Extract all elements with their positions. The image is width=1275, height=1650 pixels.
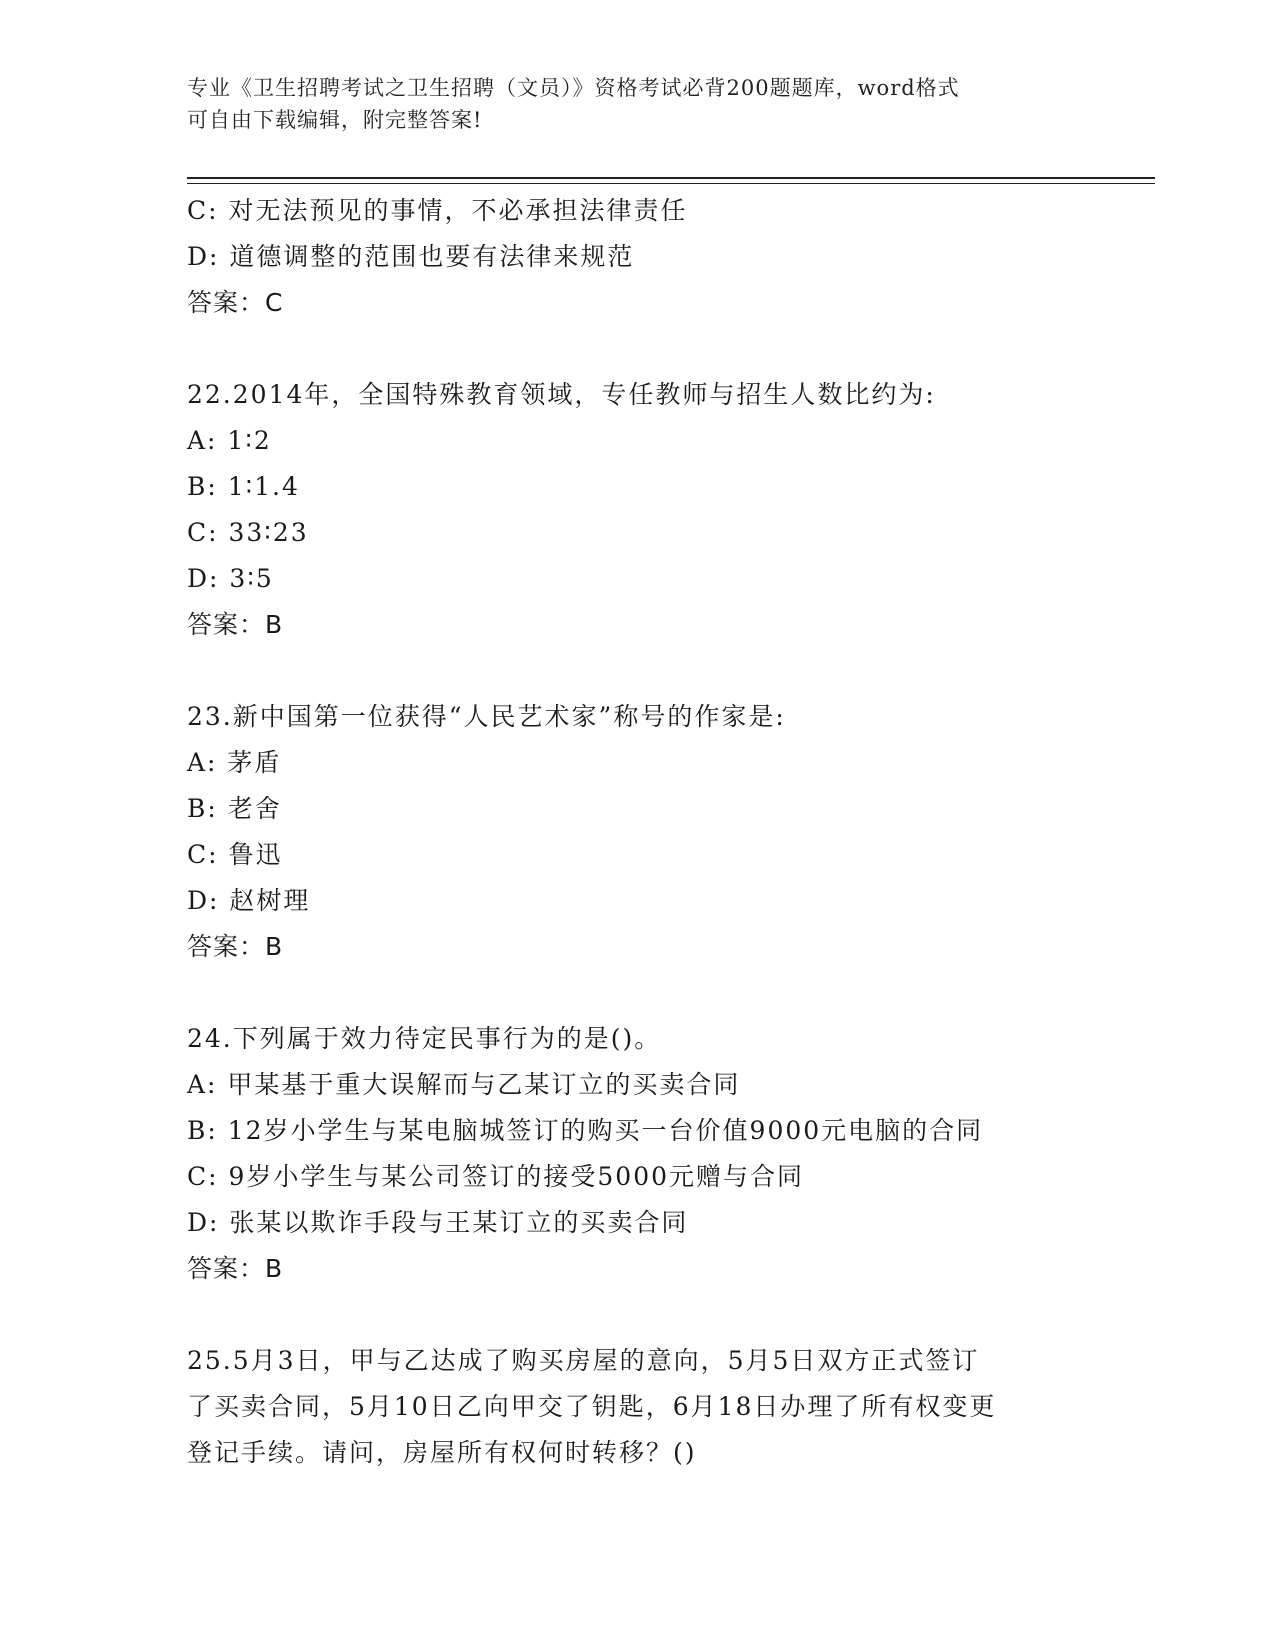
answer-line: 答案：B <box>187 932 284 961</box>
option-c: C: 33∶23 <box>187 518 309 547</box>
option-b: B: 1∶1.4 <box>187 472 300 501</box>
option-d: D: 张某以欺诈手段与王某订立的买卖合同 <box>187 1208 689 1237</box>
option-a: A: 甲某基于重大误解而与乙某订立的买卖合同 <box>187 1070 741 1099</box>
question-text-line-3: 登记手续。请问，房屋所有权何时转移？() <box>187 1438 697 1467</box>
option-c: C: 对无法预见的事情，不必承担法律责任 <box>187 196 688 225</box>
question-text-line-2: 了买卖合同，5月10日乙向甲交了钥匙，6月18日办理了所有权变更 <box>187 1392 997 1421</box>
spacer <box>187 1292 1087 1338</box>
option-d: D: 赵树理 <box>187 886 311 915</box>
header-divider-thick <box>187 177 1155 179</box>
header-divider-thin <box>187 183 1155 184</box>
question-text-line-1: 25.5月3日，甲与乙达成了购买房屋的意向，5月5日双方正式签订 <box>187 1346 980 1375</box>
question-23 <box>187 694 1087 970</box>
option-d: D: 3∶5 <box>187 564 274 593</box>
option-c: C: 9岁小学生与某公司签订的接受5000元赠与合同 <box>187 1162 805 1191</box>
option-d: D: 道德调整的范围也要有法律来规范 <box>187 242 635 271</box>
question-22 <box>187 372 1087 648</box>
option-b: B: 12岁小学生与某电脑城签订的购买一台价值9000元电脑的合同 <box>187 1116 984 1145</box>
answer-line: 答案：B <box>187 1254 284 1283</box>
document-header <box>187 72 1087 136</box>
header-line-1: 专业《卫生招聘考试之卫生招聘（文员）》资格考试必背200题题库，word格式 <box>187 76 960 100</box>
spacer <box>187 648 1087 694</box>
question-text: 23.新中国第一位获得“人民艺术家”称号的作家是: <box>187 702 786 731</box>
question-text: 22.2014年，全国特殊教育领域，专任教师与招生人数比约为: <box>187 380 936 409</box>
answer-line: 答案：B <box>187 610 284 639</box>
answer-line: 答案：C <box>187 288 284 317</box>
header-line-2: 可自由下载编辑，附完整答案! <box>187 108 483 132</box>
spacer <box>187 970 1087 1016</box>
question-21-tail <box>187 188 1087 326</box>
option-a: A: 茅盾 <box>187 748 282 777</box>
question-text: 24.下列属于效力待定民事行为的是()。 <box>187 1024 662 1053</box>
option-b: B: 老舍 <box>187 794 282 823</box>
question-list <box>187 188 1087 1476</box>
option-a: A: 1∶2 <box>187 426 272 455</box>
spacer <box>187 326 1087 372</box>
option-c: C: 鲁迅 <box>187 840 283 869</box>
question-25 <box>187 1338 1087 1476</box>
question-24 <box>187 1016 1087 1292</box>
